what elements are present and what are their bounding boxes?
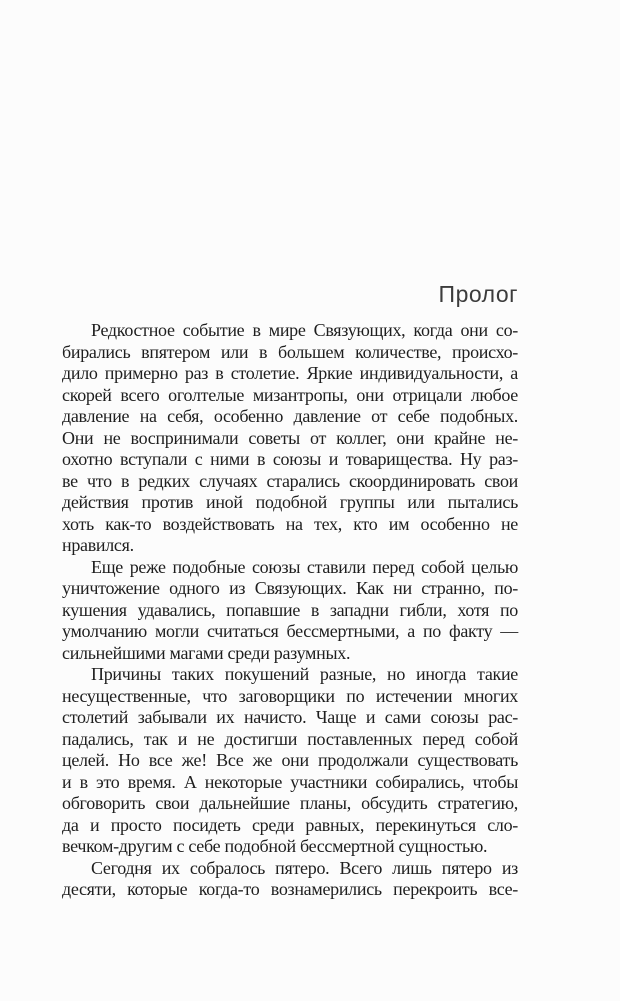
text-line: Причины таких покушений разные, но иногда такие [91, 664, 518, 684]
text-line: давление на себя, особенно давление от себе подобных. [62, 406, 518, 426]
paragraph [62, 320, 518, 557]
text-line: охотно вступали с ними в союзы и товарищества. Ну раз- [62, 449, 518, 469]
text-line: хоть как-то воздействовать на тех, кто им особенно не [62, 513, 518, 534]
text-line: Сегодня их собралось пятеро. Всего лишь пятеро из [91, 857, 518, 878]
paragraph [62, 858, 518, 901]
text-line: кушения удавались, попавшие в западни гибли, хотя по [62, 599, 518, 620]
text-line: ве что в редких случаях старались скоординировать свои [62, 470, 518, 491]
text-line: сильнейшими магами среди разумных. [62, 642, 351, 663]
text-line: Еще реже подобные союзы ставили перед собой целью [91, 556, 518, 577]
text-line: умолчанию могли считаться бессмертными, а по факту — [62, 621, 518, 641]
text-line: скорей всего оголтелые мизантропы, они отрицали любое [62, 384, 518, 405]
paragraph [62, 557, 518, 665]
text-line: несущественные, что заговорщики по истечении многих [62, 685, 518, 706]
text-line: целей. Но все же! Все же они продолжали существовать [62, 750, 518, 770]
text-line: падались, так и не достигши поставленных перед собой [62, 728, 518, 749]
body-text [62, 320, 518, 901]
text-line: десяти, которые когда-то вознамерились перекроить все- [62, 879, 518, 899]
paragraph [62, 664, 518, 858]
text-line: Они не воспринимали советы от коллег, они крайне не- [62, 427, 518, 448]
text-line: и в это время. А некоторые участники собирались, чтобы [62, 771, 518, 792]
text-line: да и просто посидеть среди равных, перекинуться сло- [62, 814, 518, 835]
chapter-heading: Пролог [438, 281, 518, 307]
page-content [62, 280, 518, 901]
text-line: бирались впятером или в большем количестве, происхо- [62, 341, 518, 362]
text-line: обговорить свои дальнейшие планы, обсудить стратегию, [62, 793, 518, 813]
text-line: нравился. [62, 535, 134, 555]
text-line: действия против иной подобной группы или пытались [62, 492, 518, 512]
text-line: уничтожение одного из Связующих. Как ни странно, по- [62, 578, 518, 598]
text-line: Редкостное событие в мире Связующих, когда они со- [91, 320, 518, 340]
text-line: вечком-другим с себе подобной бессмертной сущностью. [62, 836, 488, 856]
text-line: дило примерно раз в столетие. Яркие индивидуальности, а [62, 363, 518, 383]
text-line: столетий забывали их начисто. Чаще и сами союзы рас- [62, 707, 518, 727]
